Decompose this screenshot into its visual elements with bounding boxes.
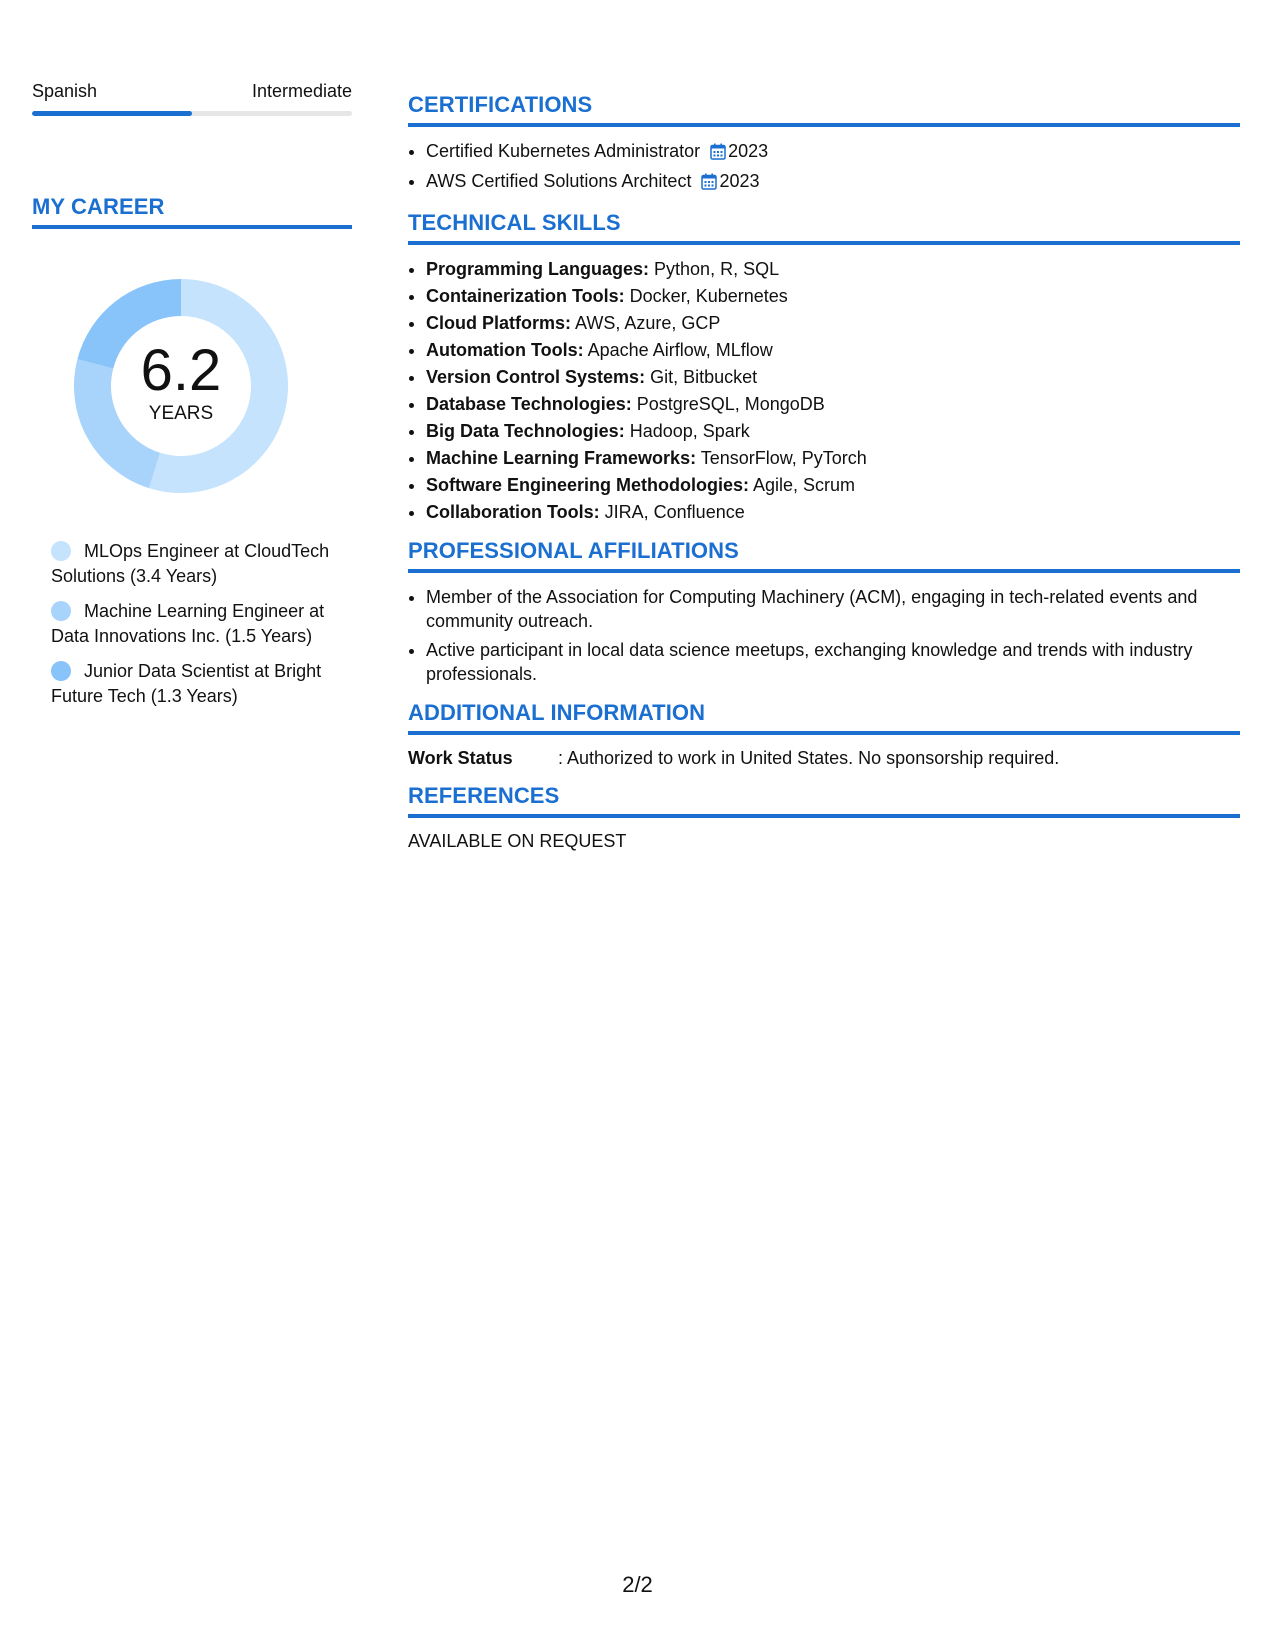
certification-item [426,169,1240,196]
references-heading: REFERENCES [408,783,1240,818]
skill-item [426,419,1240,443]
calendar-icon [701,172,717,196]
skill-value: TensorFlow, PyTorch [696,448,867,468]
career-legend-label: Machine Learning Engineer at Data Innovations Inc. (1.5 Years) [51,601,325,646]
additional-info-section [408,700,1240,769]
left-column [32,80,352,719]
affiliations-heading: PROFESSIONAL AFFILIATIONS [408,538,1240,573]
skill-item [426,284,1240,308]
skill-value: Git, Bitbucket [645,367,758,387]
work-status-label: Work Status [408,748,513,768]
affiliations-list [408,585,1240,686]
career-legend-label: Junior Data Scientist at Bright Future Tech (1.3 Years) [51,661,322,706]
language-row [32,80,352,102]
language-name: Spanish [32,81,98,101]
skill-label: Automation Tools: [426,340,584,360]
additional-info-heading: ADDITIONAL INFORMATION [408,700,1240,735]
skill-label: Software Engineering Methodologies: [426,475,750,495]
work-status-row [408,747,1240,769]
skill-label: Version Control Systems: [426,367,646,387]
career-legend-item [51,539,341,589]
legend-dot-icon [51,601,71,621]
skill-label: Programming Languages: [426,259,650,279]
skill-value: Hadoop, Spark [624,421,750,441]
skill-item [426,257,1240,281]
language-level: Intermediate [251,81,352,101]
skill-item [426,473,1240,497]
skill-item [426,500,1240,524]
career-total-unit: YEARS [148,403,214,424]
technical-skills-heading: TECHNICAL SKILLS [408,210,1240,245]
technical-skills-section [408,210,1240,524]
certification-name: AWS Certified Solutions Architect [426,171,692,191]
page-number: 2/2 [622,1572,653,1597]
skill-label: Containerization Tools: [426,286,625,306]
calendar-icon [710,142,726,166]
affiliation-item: • Member of the Association for Computing Machinery (ACM), engaging in tech-related events and community outreach. [426,585,1240,633]
skill-item [426,365,1240,389]
skill-value: Agile, Scrum [749,475,856,495]
language-proficiency-fill [32,111,192,116]
affiliations-section [408,538,1240,686]
skill-label: Machine Learning Frameworks: [426,448,697,468]
skill-label: Big Data Technologies: [426,421,625,441]
skill-label: Cloud Platforms: [426,313,572,333]
certifications-section [408,92,1240,196]
career-legend-item [51,659,341,709]
skill-label: Database Technologies: [426,394,632,414]
skill-label: Collaboration Tools: [426,502,600,522]
career-legend [51,539,341,709]
certifications-list [408,139,1240,196]
affiliation-item: • Active participant in local data science meetups, exchanging knowledge and trends with industry professionals. [426,638,1240,686]
right-column [408,92,1240,866]
legend-dot-icon [51,661,71,681]
certification-year: 2023 [728,141,769,161]
career-donut-center [66,271,296,501]
technical-skills-list [408,257,1240,524]
skill-value: Docker, Kubernetes [624,286,788,306]
certification-item [426,139,1240,166]
career-total-years: 6.2 [140,338,222,403]
work-status-value: : Authorized to work in United States. No sponsorship required. [558,748,1060,768]
certifications-heading: CERTIFICATIONS [408,92,1240,127]
skill-item [426,446,1240,470]
skill-value: PostgreSQL, MongoDB [631,394,825,414]
certification-name: Certified Kubernetes Administrator [426,141,701,161]
legend-dot-icon [51,541,71,561]
career-heading: MY CAREER [32,194,352,229]
certification-year: 2023 [719,171,760,191]
skill-value: Python, R, SQL [649,259,780,279]
skill-value: JIRA, Confluence [599,502,745,522]
references-text: AVAILABLE ON REQUEST [408,831,627,851]
skill-item [426,338,1240,362]
references-section [408,783,1240,852]
language-proficiency-bar [32,111,352,116]
skill-value: AWS, Azure, GCP [571,313,721,333]
skill-value: Apache Airflow, MLflow [583,340,773,360]
career-legend-item [51,599,341,649]
career-legend-label: MLOps Engineer at CloudTech Solutions (3.4 Years) [51,541,330,586]
skill-item [426,392,1240,416]
career-donut-chart [66,271,296,501]
skill-item [426,311,1240,335]
